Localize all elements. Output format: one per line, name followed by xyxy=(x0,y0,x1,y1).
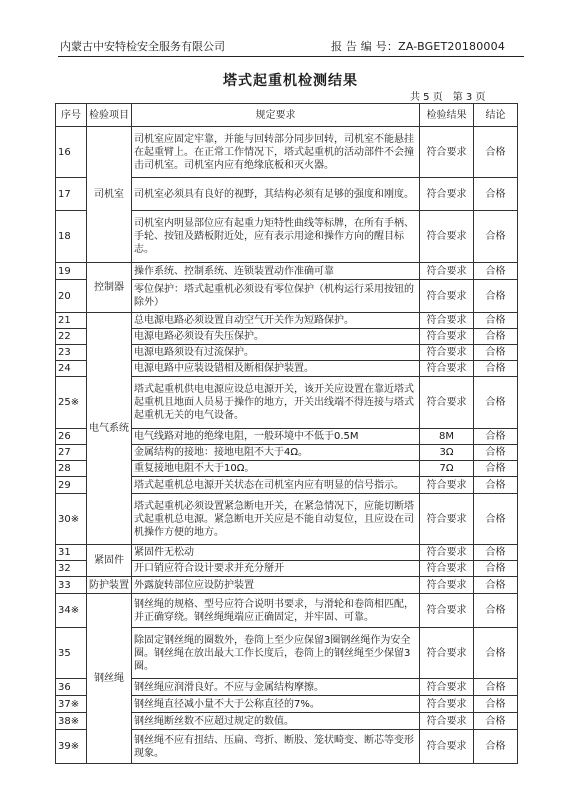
row-item-group: 电气系统 xyxy=(87,313,132,545)
company-name: 内蒙古中安特检安全服务有限公司 xyxy=(60,40,225,53)
row-no: 25※ xyxy=(56,377,87,429)
row-result: 符合要求 xyxy=(420,713,474,730)
row-no: 33 xyxy=(56,577,87,594)
row-no: 26 xyxy=(56,429,87,445)
row-conclusion: 合格 xyxy=(474,263,518,280)
header-rule xyxy=(58,56,524,57)
row-no: 23 xyxy=(56,345,87,361)
row-conclusion: 合格 xyxy=(474,477,518,494)
row-result: 符合要求 xyxy=(420,477,474,494)
row-result: 3Ω xyxy=(420,445,474,461)
row-requirement: 操作系统、控制系统、连锁装置动作准确可靠 xyxy=(132,263,420,280)
table-row xyxy=(56,127,518,178)
row-no: 19 xyxy=(56,263,87,280)
row-result: 7Ω xyxy=(420,461,474,477)
row-no: 18 xyxy=(56,211,87,263)
row-result: 符合要求 xyxy=(420,696,474,713)
row-requirement: 电源电路必须设有失压保护。 xyxy=(132,329,420,345)
row-result: 符合要求 xyxy=(420,361,474,377)
row-requirement: 司机室应固定牢靠，并能与回转部分同步回转，司机室不能悬挂在起重臂上。在正常工作情况下，塔式起重机的活动部件不会撞击司机室。司机室内应有绝缘底板和灭火器。 xyxy=(132,127,420,178)
row-conclusion: 合格 xyxy=(474,696,518,713)
row-result: 符合要求 xyxy=(420,313,474,329)
row-requirement: 塔式起重机必须设置紧急断电开关，在紧急情况下，应能切断塔式起重机总电源。紧急断电开关应是不能自动复位，且应设在司机操作方便的地方。 xyxy=(132,494,420,545)
row-result: 符合要求 xyxy=(420,211,474,263)
row-requirement: 司机室内明显部位应有起重力矩特性曲线等标牌，在所有手柄、手轮、按钮及踏板附近处，应有表示用途和操作方向的醒目标志。 xyxy=(132,211,420,263)
row-requirement: 钢丝绳不应有扭结、压扁、弯折、断股、笼状畸变、断芯等变形现象。 xyxy=(132,730,420,764)
row-requirement: 除固定钢丝绳的圈数外，卷筒上至少应保留3圈钢丝绳作为安全圈。钢丝绳在放出最大工作长度后，卷筒上的钢丝绳至少保留3圈。 xyxy=(132,628,420,679)
row-requirement: 电气线路对地的绝缘电阻，一般环境中不低于0.5M xyxy=(132,429,420,445)
row-requirement: 外露旋转部位应设防护装置 xyxy=(132,577,420,594)
header-conclusion: 结论 xyxy=(474,104,518,127)
row-conclusion: 合格 xyxy=(474,461,518,477)
page-info: 共 5 页 第 3 页 xyxy=(410,92,486,103)
row-no: 27 xyxy=(56,445,87,461)
row-conclusion: 合格 xyxy=(474,345,518,361)
row-requirement: 塔式起重机供电电源应设总电源开关，该开关应设置在靠近塔式起重机且地面人员易于操作的地方，开关出线端不得连接与塔式起重机无关的电气设备。 xyxy=(132,377,420,429)
row-item-group: 紧固件 xyxy=(87,545,132,577)
table-header-row xyxy=(56,104,518,127)
document-header xyxy=(0,0,581,60)
row-requirement: 总电源电路必须设置自动空气开关作为短路保护。 xyxy=(132,313,420,329)
row-conclusion: 合格 xyxy=(474,429,518,445)
row-no: 21 xyxy=(56,313,87,329)
inspection-results-table xyxy=(55,103,518,764)
row-result: 符合要求 xyxy=(420,494,474,545)
row-result: 8M xyxy=(420,429,474,445)
row-no: 28 xyxy=(56,461,87,477)
row-result: 符合要求 xyxy=(420,263,474,280)
table-row xyxy=(56,594,518,628)
row-no: 34※ xyxy=(56,594,87,628)
row-result: 符合要求 xyxy=(420,329,474,345)
row-item-group: 钢丝绳 xyxy=(87,594,132,764)
header-requirement: 规定要求 xyxy=(132,104,420,127)
row-requirement: 开口销应符合设计要求并充分掰开 xyxy=(132,561,420,577)
row-requirement: 钢丝绳直径减小量不大于公称直径的7%。 xyxy=(132,696,420,713)
row-result: 符合要求 xyxy=(420,178,474,211)
row-requirement: 塔式起重机总电源开关状态在司机室内应有明显的信号指示。 xyxy=(132,477,420,494)
row-conclusion: 合格 xyxy=(474,594,518,628)
header-no: 序号 xyxy=(56,104,87,127)
row-no: 38※ xyxy=(56,713,87,730)
row-conclusion: 合格 xyxy=(474,545,518,561)
row-no: 31 xyxy=(56,545,87,561)
row-no: 35 xyxy=(56,628,87,679)
row-conclusion: 合格 xyxy=(474,329,518,345)
row-no: 39※ xyxy=(56,730,87,764)
row-conclusion: 合格 xyxy=(474,679,518,696)
row-requirement: 电源电路须设有过流保护。 xyxy=(132,345,420,361)
row-result: 符合要求 xyxy=(420,280,474,313)
row-result: 符合要求 xyxy=(420,127,474,178)
row-result: 符合要求 xyxy=(420,628,474,679)
row-no: 16 xyxy=(56,127,87,178)
row-no: 17 xyxy=(56,178,87,211)
row-item-group: 控制器 xyxy=(87,263,132,313)
row-item-group: 防护装置 xyxy=(87,577,132,594)
table-row xyxy=(56,263,518,280)
row-no: 24 xyxy=(56,361,87,377)
row-result: 符合要求 xyxy=(420,377,474,429)
row-no: 30※ xyxy=(56,494,87,545)
row-requirement: 电源电路中应装设错相及断相保护装置。 xyxy=(132,361,420,377)
row-no: 32 xyxy=(56,561,87,577)
row-conclusion: 合格 xyxy=(474,628,518,679)
row-conclusion: 合格 xyxy=(474,211,518,263)
report-number: 报 告 编 号：ZA-BGET20180004 xyxy=(331,40,506,53)
row-conclusion: 合格 xyxy=(474,361,518,377)
row-result: 符合要求 xyxy=(420,577,474,594)
row-result: 符合要求 xyxy=(420,679,474,696)
table-row xyxy=(56,313,518,329)
header-item: 检验项目 xyxy=(87,104,132,127)
header-result: 检验结果 xyxy=(420,104,474,127)
row-requirement: 零位保护：塔式起重机必须设有零位保护（机构运行采用按钮的除外） xyxy=(132,280,420,313)
row-conclusion: 合格 xyxy=(474,313,518,329)
row-no: 37※ xyxy=(56,696,87,713)
table-row xyxy=(56,545,518,561)
row-result: 符合要求 xyxy=(420,545,474,561)
document-title: 塔式起重机检测结果 xyxy=(223,73,358,89)
row-conclusion: 合格 xyxy=(474,494,518,545)
row-conclusion: 合格 xyxy=(474,178,518,211)
row-conclusion: 合格 xyxy=(474,377,518,429)
row-requirement: 钢丝绳的规格、型号应符合说明书要求，与滑轮和卷筒相匹配，并正确穿绕。钢丝绳绳端应正确固定，并牢固、可靠。 xyxy=(132,594,420,628)
row-requirement: 金属结构的接地：接地电阻不大于4Ω。 xyxy=(132,445,420,461)
row-conclusion: 合格 xyxy=(474,561,518,577)
row-conclusion: 合格 xyxy=(474,713,518,730)
row-requirement: 重复接地电阻不大于10Ω。 xyxy=(132,461,420,477)
row-requirement: 钢丝绳应润滑良好。不应与金属结构摩擦。 xyxy=(132,679,420,696)
row-conclusion: 合格 xyxy=(474,127,518,178)
row-no: 29 xyxy=(56,477,87,494)
row-requirement: 紧固件无松动 xyxy=(132,545,420,561)
row-no: 22 xyxy=(56,329,87,345)
row-requirement: 钢丝绳断丝数不应超过规定的数值。 xyxy=(132,713,420,730)
row-result: 符合要求 xyxy=(420,730,474,764)
row-requirement: 司机室必须具有良好的视野，其结构必须有足够的强度和刚度。 xyxy=(132,178,420,211)
row-conclusion: 合格 xyxy=(474,280,518,313)
row-result: 符合要求 xyxy=(420,345,474,361)
row-item-group: 司机室 xyxy=(87,127,132,263)
table-row xyxy=(56,577,518,594)
row-conclusion: 合格 xyxy=(474,577,518,594)
row-result: 符合要求 xyxy=(420,561,474,577)
row-conclusion: 合格 xyxy=(474,445,518,461)
row-no: 20 xyxy=(56,280,87,313)
row-no: 36 xyxy=(56,679,87,696)
row-result: 符合要求 xyxy=(420,594,474,628)
row-conclusion: 合格 xyxy=(474,730,518,764)
